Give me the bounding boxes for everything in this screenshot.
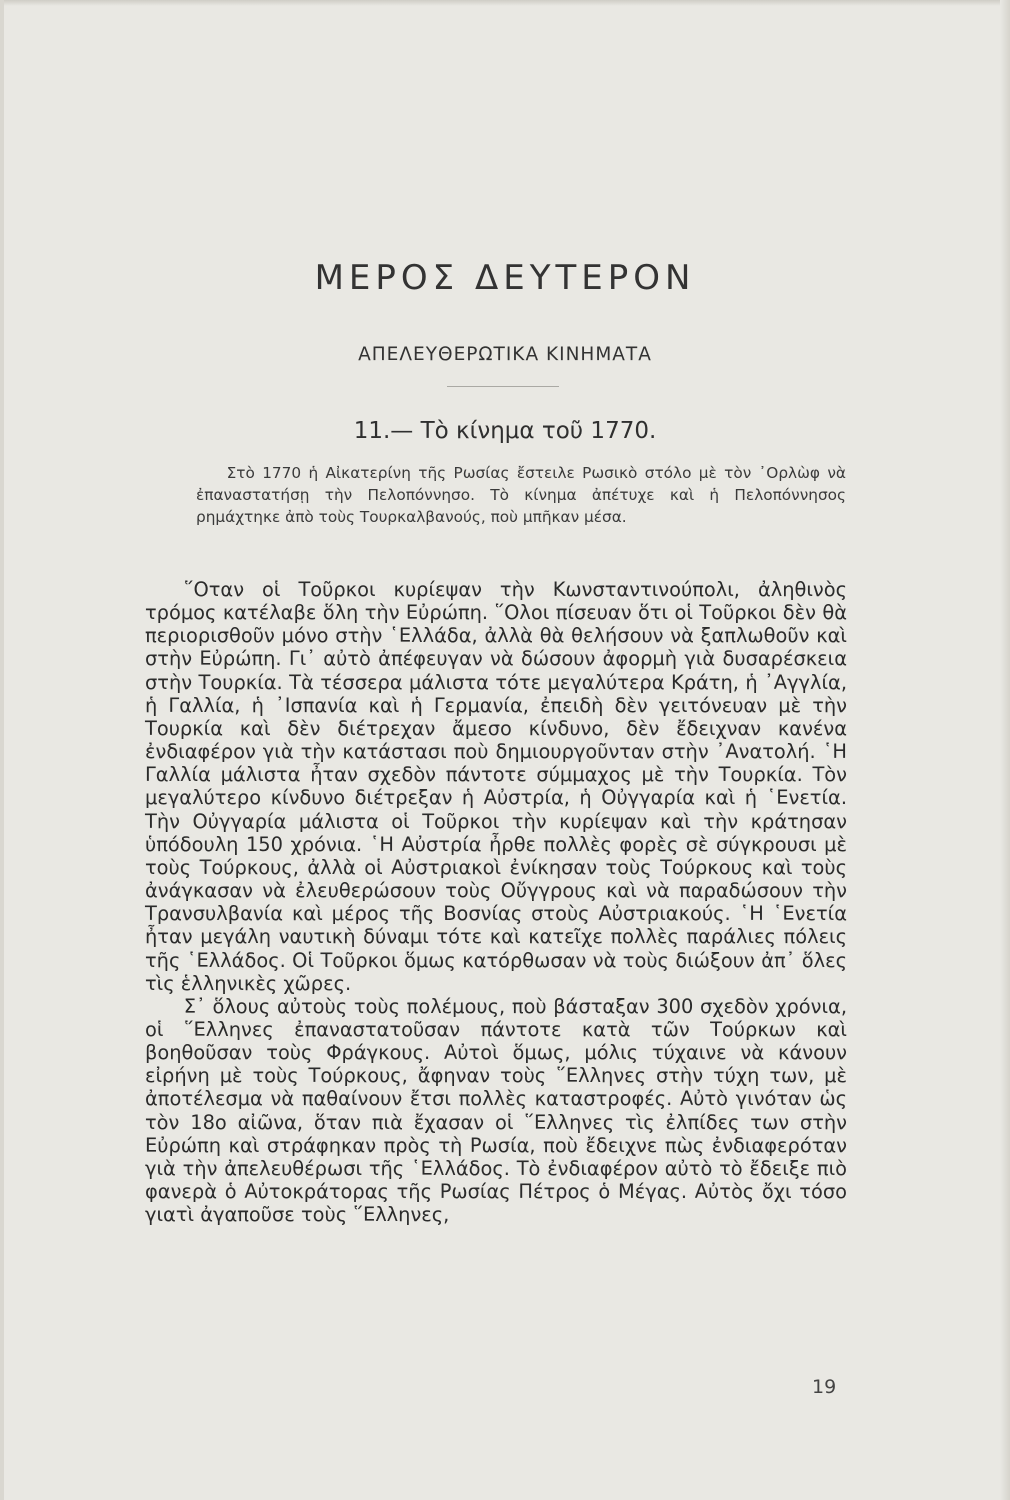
page-number: 19 (812, 1376, 837, 1398)
part-title: ΜΕΡΟΣ ΔΕΥΤΕΡΟΝ (314, 258, 696, 298)
page-edge-right (1000, 0, 1010, 1500)
page-edge-left (0, 0, 4, 1500)
body-text (145, 578, 847, 1226)
body-paragraph-1: ῞Οταν οἱ Τοῦρκοι κυρίεψαν τὴν Κωνσταντινούπολι, ἀληθινὸς τρόμος κατέλαβε ὅλη τὴν Εὐρώπη. ῞Ολοι πίσευαν ὅτι οἱ Τοῦρκοι δὲν θὰ περιορισθοῦν μόνο στὴν ῾Ελλάδα, ἀλλὰ θὰ θελήσουν νὰ ξαπλωθοῦν καὶ στὴν Εὐρώπη. Γι᾿ αὐτὸ ἀπέφευγαν νὰ δώσουν ἀφορμὴ γιὰ δυσαρέσκεια στὴν Τουρκία. Τὰ τέσσερα μάλιστα τότε μεγαλύτερα Κράτη, ἡ ᾿Αγγλία, ἡ Γαλλία, ἡ ᾿Ισπανία καὶ ἡ Γερμανία, ἐπειδὴ δὲν γειτόνευαν μὲ τὴν Τουρκία καὶ δὲν διέτρεχαν ἄμεσο κίνδυνο, δὲν ἔδειχναν κανένα ἐνδιαφέρον γιὰ τὴν κατάστασι ποὺ δημιουργοῦνταν στὴν ᾿Ανατολή. ῾Η Γαλλία μάλιστα ἦταν σχεδὸν πάντοτε σύμμαχος μὲ τὴν Τουρκία. Τὸν μεγαλύτερο κίνδυνο διέτρεξαν ἡ Αὐστρία, ἡ Οὐγγαρία καὶ ἡ ῾Ενετία. Τὴν Οὐγγαρία μάλιστα οἱ Τοῦρκοι τὴν κυρίεψαν καὶ τὴν κράτησαν ὑπόδουλη 150 χρόνια. ῾Η Αὐστρία ἦρθε πολλὲς φορὲς σὲ σύγκρουσι μὲ τοὺς Τούρκους, ἀλλὰ οἱ Αὐστριακοὶ ἐνίκησαν τοὺς Τούρκους καὶ τοὺς ἀνάγκασαν νὰ ἐλευθερώσουν τοὺς Οὔγγρους καὶ νὰ παραδώσουν τὴν Τρανσυλβανία καὶ μέρος τῆς Βοσνίας στοὺς Αὐστριακούς. ῾Η ῾Ενετία ἦταν μεγάλη ναυτικὴ δύναμι τότε καὶ κατεῖχε πολλὲς παράλιες πόλεις τῆς ῾Ελλάδος. Οἱ Τοῦρκοι ὅμως κατόρθωσαν νὰ τοὺς διώξουν ἀπ᾿ ὅλες τὶς ἑλληνικὲς χῶρες. (145, 578, 847, 995)
page-edge-top (0, 0, 1010, 6)
summary-paragraph: Στὸ 1770 ἡ Αἰκατερίνη τῆς Ρωσίας ἔστειλε Ρωσικὸ στόλο μὲ τὸν ᾿Ορλὼφ νὰ ἐπαναστατήσῃ τὴν Πελοπόννησο. Τὸ κίνημα ἀπέτυχε καὶ ἡ Πελοπόννησος ρημάχτηκε ἀπὸ τοὺς Τουρκαλβανούς, ποὺ μπῆκαν μέσα. (196, 464, 846, 526)
section-heading: 11.— Τὸ κίνημα τοῦ 1770. (353, 418, 657, 444)
body-paragraph-2: Σ᾿ ὅλους αὐτοὺς τοὺς πολέμους, ποὺ βάσταξαν 300 σχεδὸν χρόνια, οἱ ῞Ελληνες ἐπαναστατοῦσαν πάντοτε κατὰ τῶν Τούρκων καὶ βοηθοῦσαν τοὺς Φράγκους. Αὐτοὶ ὅμως, μόλις τύχαινε νὰ κάνουν εἰρήνη μὲ τοὺς Τούρκους, ἄφηναν τοὺς ῞Ελληνες στὴν τύχη των, μὲ ἀποτέλεσμα νὰ παθαίνουν ἔτσι πολλὲς καταστροφές. Αὐτὸ γινόταν ὡς τὸν 18ο αἰῶνα, ὅταν πιὰ ἔχασαν οἱ ῞Ελληνες τὶς ἐλπίδες των στὴν Εὐρώπη καὶ στράφηκαν πρὸς τὴ Ρωσία, ποὺ ἔδειχνε πὼς ἐνδιαφερόταν γιὰ τὴν ἀπελευθέρωσι τῆς ῾Ελλάδος. Τὸ ἐνδιαφέρον αὐτὸ τὸ ἔδειξε πιὸ φανερὰ ὁ Αὐτοκράτορας τῆς Ρωσίας Πέτρος ὁ Μέγας. Αὐτὸς ὄχι τόσο γιατὶ ἀγαποῦσε τοὺς ῞Ελληνες, (145, 994, 847, 1227)
part-subtitle: ΑΠΕΛΕΥΘΕΡΩΤΙΚΑ ΚΙΝΗΜΑΤΑ (358, 344, 652, 365)
section-summary (196, 462, 846, 528)
title-divider (447, 386, 559, 387)
